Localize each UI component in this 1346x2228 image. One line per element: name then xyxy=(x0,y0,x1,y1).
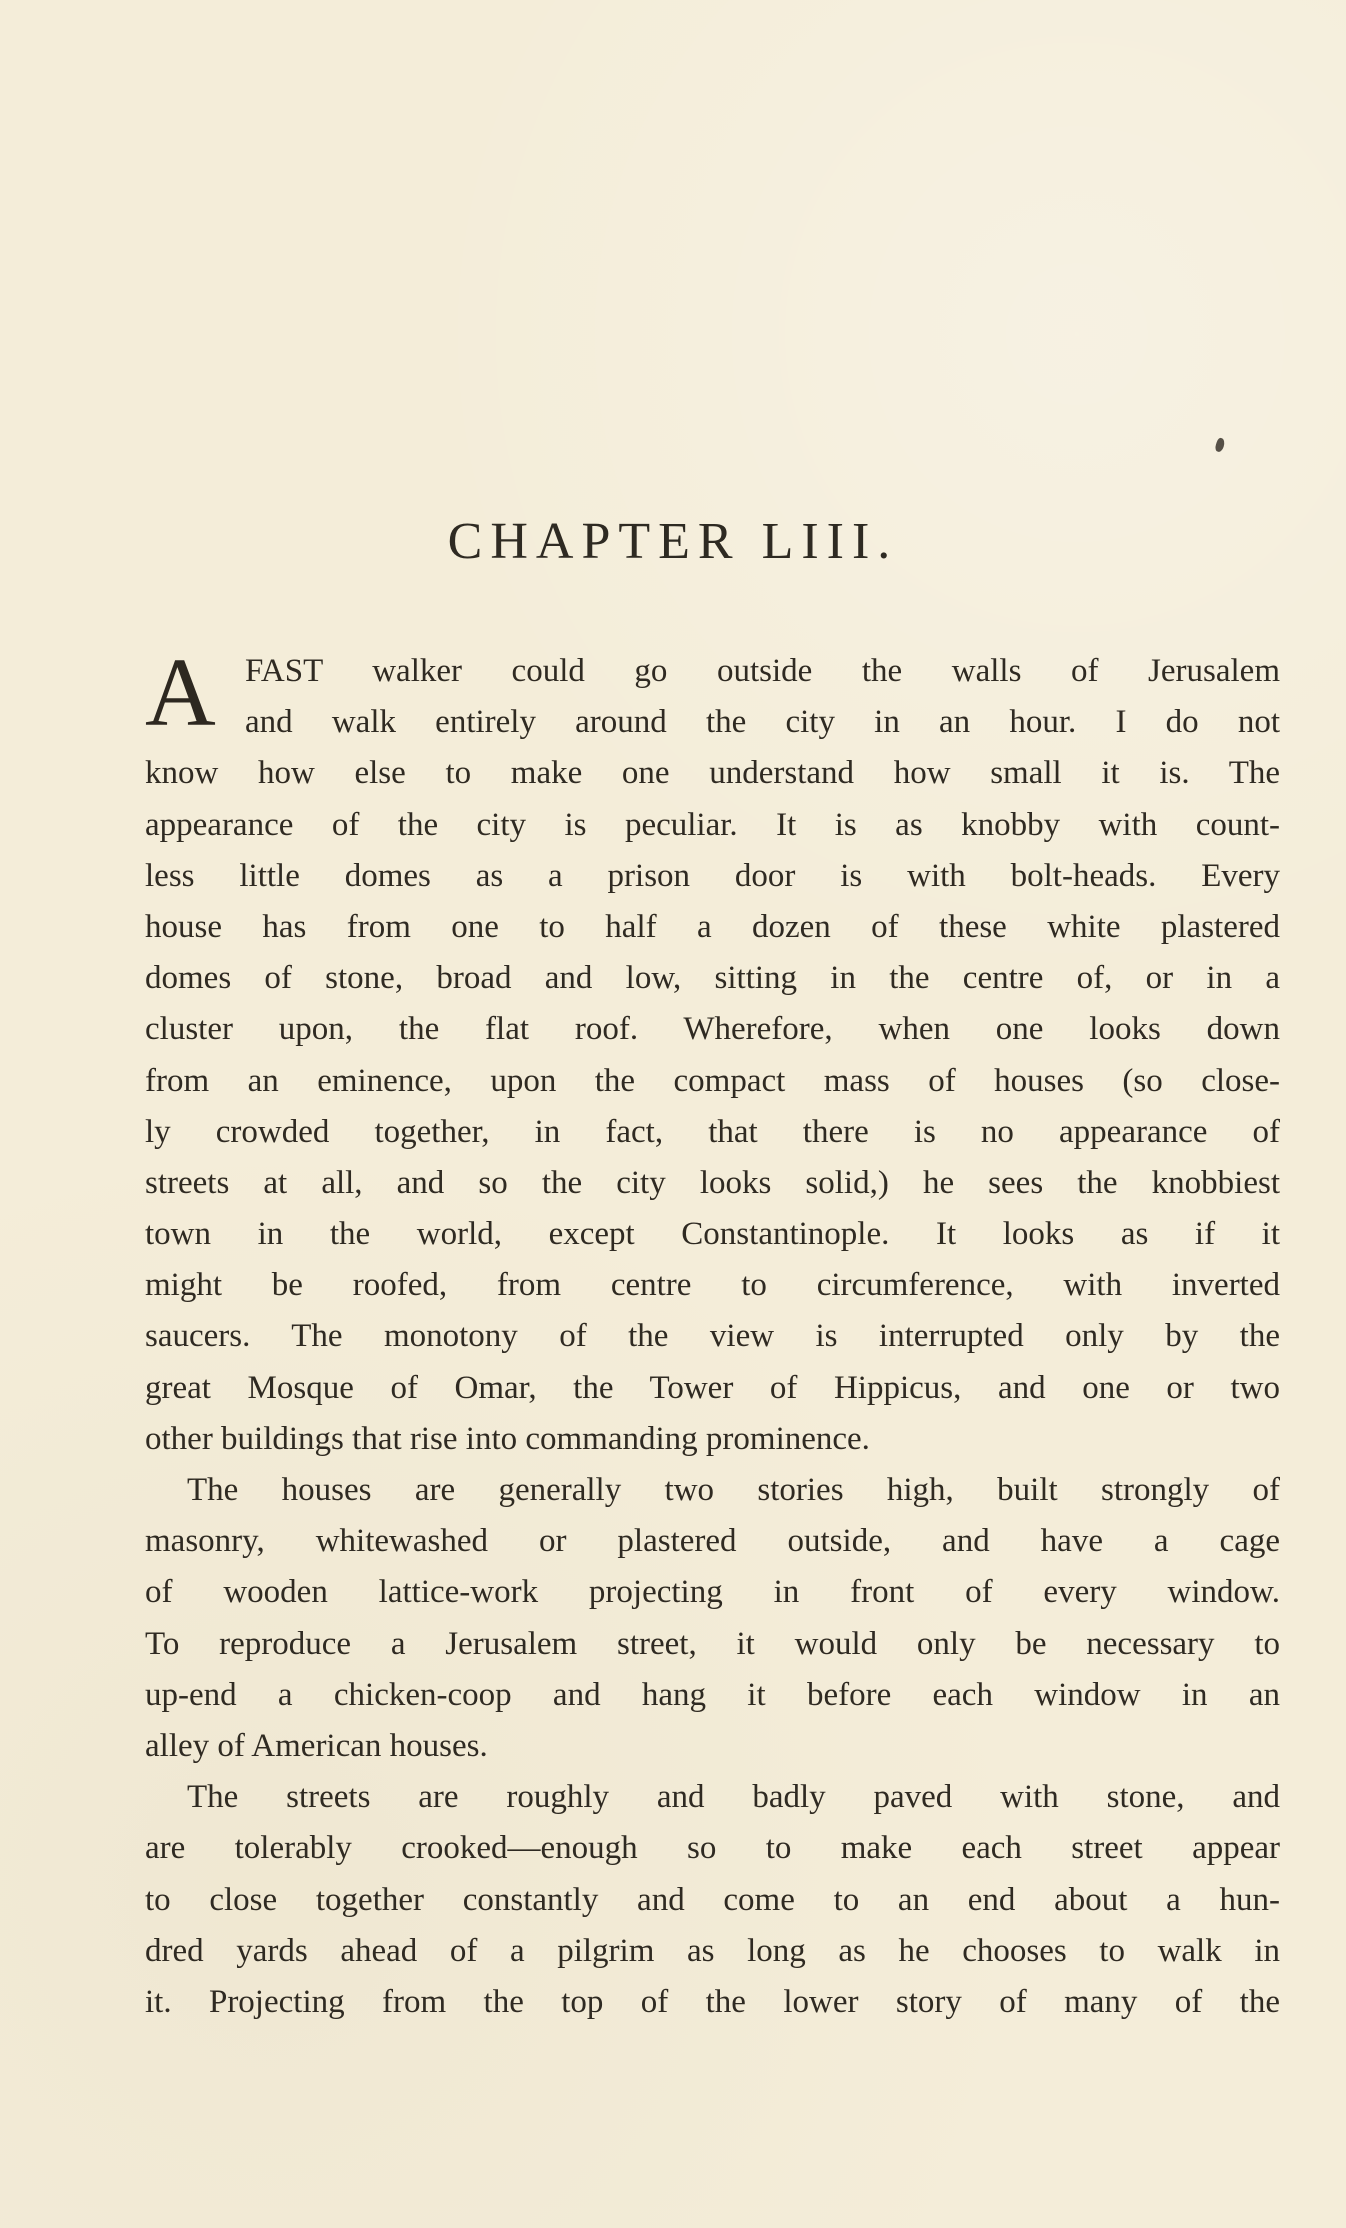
text-line: town in the world, except Constantinople. It looks as if it xyxy=(145,1216,1280,1253)
text-line: up-end a chicken-coop and hang it before each window in an xyxy=(145,1676,1280,1713)
text-line: alley of American houses. xyxy=(145,1727,488,1764)
chapter-text xyxy=(145,639,1280,2028)
text-line: appearance of the city is peculiar. It is as knobby with count- xyxy=(145,806,1280,843)
text-line: and walk entirely around the city in an hour. I do not xyxy=(245,704,1280,741)
text-line: of wooden lattice-work projecting in front of every window. xyxy=(145,1574,1280,1611)
text-line: house has from one to half a dozen of these white plastered xyxy=(145,908,1280,945)
text-line: might be roofed, from centre to circumference, with inverted xyxy=(145,1267,1280,1304)
text-line: know how else to make one understand how small it is. The xyxy=(145,755,1280,792)
text-line: The streets are roughly and badly paved with stone, and xyxy=(187,1779,1280,1816)
text-line: saucers. The monotony of the view is interrupted only by the xyxy=(145,1318,1280,1355)
text-line: dred yards ahead of a pilgrim as long as he chooses to walk in xyxy=(145,1932,1280,1969)
drop-cap: A xyxy=(145,639,216,747)
text-line: To reproduce a Jerusalem street, it would only be necessary to xyxy=(145,1625,1280,1662)
ink-speck xyxy=(1214,437,1226,453)
text-line: from an eminence, upon the compact mass of houses (so close- xyxy=(145,1062,1280,1099)
text-line: masonry, whitewashed or plastered outside, and have a cage xyxy=(145,1523,1280,1560)
text-line: it. Projecting from the top of the lower story of many of the xyxy=(145,1983,1280,2020)
text-line: streets at all, and so the city looks solid,) he sees the knobbiest xyxy=(145,1164,1280,1201)
text-line: domes of stone, broad and low, sitting in the centre of, or in a xyxy=(145,960,1280,997)
text-line: ly crowded together, in fact, that there is no appearance of xyxy=(145,1113,1280,1150)
text-line: The houses are generally two stories high, built strongly of xyxy=(187,1472,1280,1508)
text-line: other buildings that rise into commanding prominence. xyxy=(145,1420,870,1457)
text-line: to close together constantly and come to an end about a hun- xyxy=(145,1881,1280,1918)
text-line: great Mosque of Omar, the Tower of Hippicus, and one or two xyxy=(145,1369,1280,1406)
text-line: less little domes as a prison door is with bolt-heads. Every xyxy=(145,857,1280,894)
text-line: FAST walker could go outside the walls of Jerusalem xyxy=(245,653,1280,689)
text-line: cluster upon, the flat roof. Wherefore, when one looks down xyxy=(145,1011,1280,1048)
chapter-title: CHAPTER LIII. xyxy=(447,513,899,570)
text-line: are tolerably crooked—enough so to make each street appear xyxy=(145,1830,1280,1867)
